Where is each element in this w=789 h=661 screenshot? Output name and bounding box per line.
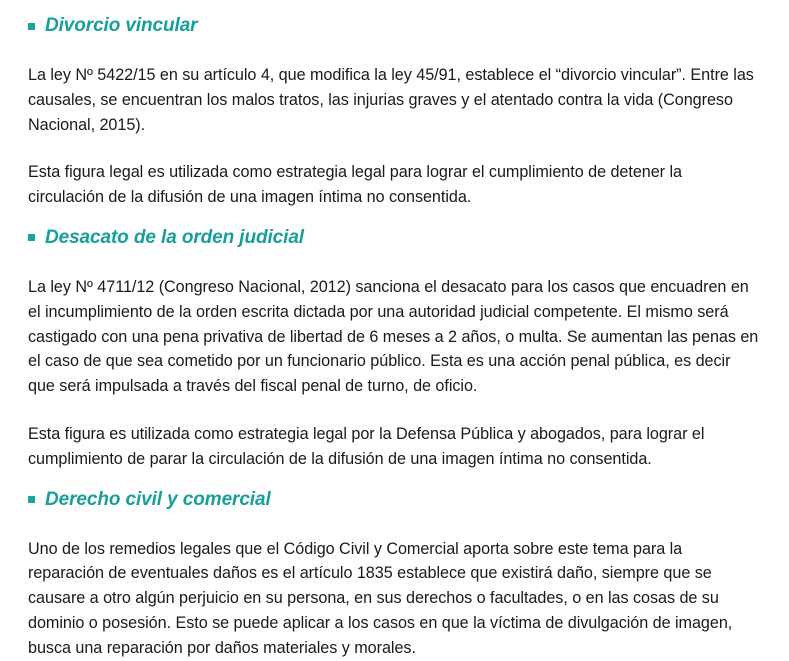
section-heading bbox=[28, 222, 761, 254]
section-divorcio-vincular bbox=[28, 10, 761, 210]
paragraph: Esta figura es utilizada como estrategia legal por la Defensa Pública y abogados, para lograr el cumplimiento de parar la circulación de la difusión de una imagen íntima no consentida. bbox=[28, 424, 705, 468]
paragraph: Uno de los remedios legales que el Código Civil y Comercial aporta sobre este tema para la reparación de eventuales daños es el artículo 1835 establece que existirá daño, siempre que se causare a otro algún perjuicio en su persona, en sus derechos o facultades, o en las cosas de su dominio o posesión. Esto se puede aplicar a los casos en que la víctima de divulgación de imagen, busca una reparación por daños materiales y morales. bbox=[28, 539, 733, 657]
square-bullet-icon bbox=[28, 23, 35, 30]
section-title: Desacato de la orden judicial bbox=[45, 226, 304, 248]
section-title: Divorcio vincular bbox=[45, 15, 198, 36]
paragraph: La ley Nº 5422/15 en su artículo 4, que modifica la ley 45/91, establece el “divorcio vincular”. Entre las causales, se encuentran los malos tratos, las injurias graves y el atentado contra la vida (Congreso Nacional, 2015). bbox=[28, 66, 754, 134]
square-bullet-icon bbox=[28, 496, 35, 503]
square-bullet-icon bbox=[28, 234, 35, 241]
section-heading bbox=[28, 484, 761, 516]
paragraph: Esta figura legal es utilizada como estrategia legal para lograr el cumplimiento de detener la circulación de la difusión de una imagen íntima no consentida. bbox=[28, 163, 682, 207]
section-derecho-civil bbox=[28, 484, 761, 661]
paragraph: La ley Nº 4711/12 (Congreso Nacional, 2012) sanciona el desacato para los casos que encuadren en el incumplimiento de la orden escrita dictada por una autoridad judicial competente. El mismo será castigado con una pena privativa de libertad de 6 meses a 2 años, o multa. Se aumentan las penas en el caso de que sea cometido por un funcionario público. Esta es una acción penal pública, es decir que será impulsada a través del fiscal penal de turno, de oficio. bbox=[28, 277, 759, 396]
section-desacato bbox=[28, 222, 761, 472]
section-title: Derecho civil y comercial bbox=[45, 488, 271, 510]
section-heading bbox=[28, 10, 761, 42]
